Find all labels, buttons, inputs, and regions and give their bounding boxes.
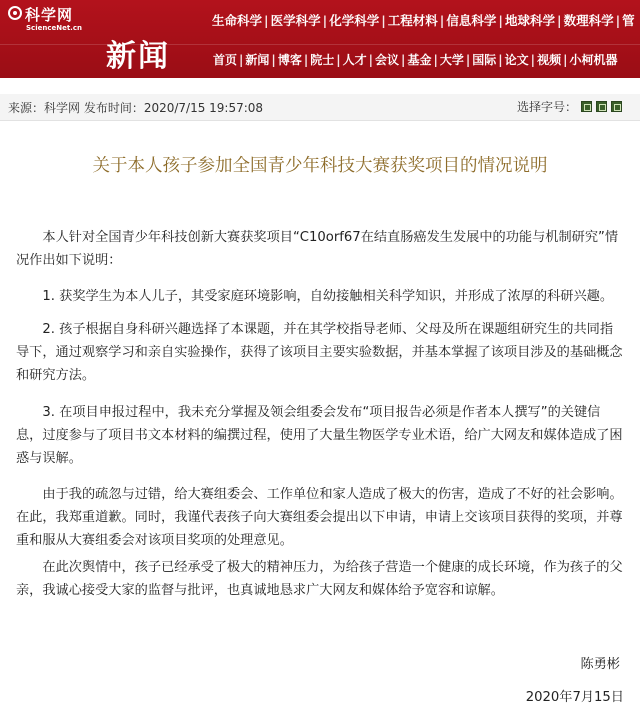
logo-text: 科学网 xyxy=(25,6,74,24)
nav-item-talent[interactable]: 人才 xyxy=(342,53,367,67)
nav-item-fund[interactable]: 基金 xyxy=(407,53,432,67)
category-nav: 生命科学 | 医学科学 | 化学科学 | 工程材料 | 信息科学 | 地球科学 | 数理科学 | 管 xyxy=(212,13,635,28)
nav-item-math-physics[interactable]: 数理科学 xyxy=(563,13,614,28)
font-large-icon[interactable] xyxy=(611,101,622,112)
article-title: 关于本人孩子参加全国青少年科技大赛获奖项目的情况说明 xyxy=(92,156,548,176)
nav-item-conference[interactable]: 会议 xyxy=(375,53,400,67)
nav-item-xiaoke-robot[interactable]: 小柯机器 xyxy=(569,53,618,67)
source-and-publish-time: 来源：科学网 发布时间：2020/7/15 19:57:08 xyxy=(8,101,264,115)
nav-item-life-science[interactable]: 生命科学 xyxy=(212,13,263,28)
section-title: 新闻 xyxy=(106,39,170,74)
nav-item-video[interactable]: 视频 xyxy=(537,53,562,67)
nav-item-blog[interactable]: 博客 xyxy=(277,53,302,67)
article-paragraph-point-2: 2. 孩子根据自身科研兴趣选择了本课题，并在其学校指导老师、父母及所在课题组研究生的共同指导下，通过观察学习和亲自实验操作，获得了该项目主要实验数据，并基本掌握了该项目涉及的基础概念和研究方法。 xyxy=(16,322,623,383)
logo-mark-icon xyxy=(8,6,22,20)
nav-item-information[interactable]: 信息科学 xyxy=(446,13,497,28)
font-small-icon[interactable] xyxy=(581,101,592,112)
site-logo[interactable] xyxy=(8,3,98,37)
nav-item-international[interactable]: 国际 xyxy=(472,53,497,67)
nav-item-management[interactable]: 管 xyxy=(622,13,635,28)
article-paragraph-intro: 本人针对全国青少年科技创新大赛获奖项目“C10orf67在结直肠癌发生发展中的功能与机制研究”情况作出如下说明： xyxy=(16,230,619,268)
logo-subtitle: ScienceNet.cn xyxy=(26,24,82,32)
font-size-selector xyxy=(517,98,622,115)
main-nav: 首页 | 新闻 | 博客 | 院士 | 人才 | 会议 | 基金 | 大学 | 国际 | 论文 | 视频 | 小柯机器 xyxy=(213,53,618,67)
nav-item-chemistry[interactable]: 化学科学 xyxy=(329,13,380,28)
nav-item-home[interactable]: 首页 xyxy=(213,53,238,67)
nav-item-earth-science[interactable]: 地球科学 xyxy=(504,13,555,28)
nav-item-university[interactable]: 大学 xyxy=(439,53,464,67)
nav-item-academician[interactable]: 院士 xyxy=(310,53,335,67)
header-divider xyxy=(0,44,640,45)
article-paragraph-closing: 在此次舆情中，孩子已经承受了极大的精神压力，为给孩子营造一个健康的成长环境，作为孩子的父亲，我诚心接受大家的监督与批评，也真诚地恳求广大网友和媒体给予宽容和谅解。 xyxy=(16,560,623,598)
nav-item-news[interactable]: 新闻 xyxy=(245,53,270,67)
font-size-label: 选择字号： xyxy=(516,100,577,114)
article-paragraph-point-1: 1. 获奖学生为本人儿子，其受家庭环境影响，自幼接触相关科学知识，并形成了浓厚的科研兴趣。 xyxy=(42,289,614,304)
signature-date: 2020年7月15日 xyxy=(525,690,624,705)
site-header xyxy=(0,0,640,78)
author-signature: 陈勇彬 xyxy=(580,657,620,672)
font-medium-icon[interactable] xyxy=(596,101,607,112)
article-paragraph-apology: 由于我的疏忽与过错，给大赛组委会、工作单位和家人造成了极大的伤害，造成了不好的社会影响。在此，我郑重道歉。同时，我谨代表孩子向大赛组委会提出以下申请，申请上交该项目获得的奖项，并尊重和服从大赛组委会对该项目奖项的处理意见。 xyxy=(16,487,623,548)
nav-item-medical-science[interactable]: 医学科学 xyxy=(270,13,321,28)
nav-item-papers[interactable]: 论文 xyxy=(504,53,529,67)
article-meta-bar xyxy=(0,94,640,121)
nav-item-engineering[interactable]: 工程材料 xyxy=(387,13,438,28)
article-paragraph-point-3: 3. 在项目申报过程中，我未充分掌握及领会组委会发布“项目报告必须是作者本人撰写”的关键信息，过度参与了项目书文本材料的编撰过程，使用了大量生物医学专业术语，给广大网友和媒体造成了困惑与误解。 xyxy=(16,405,623,466)
